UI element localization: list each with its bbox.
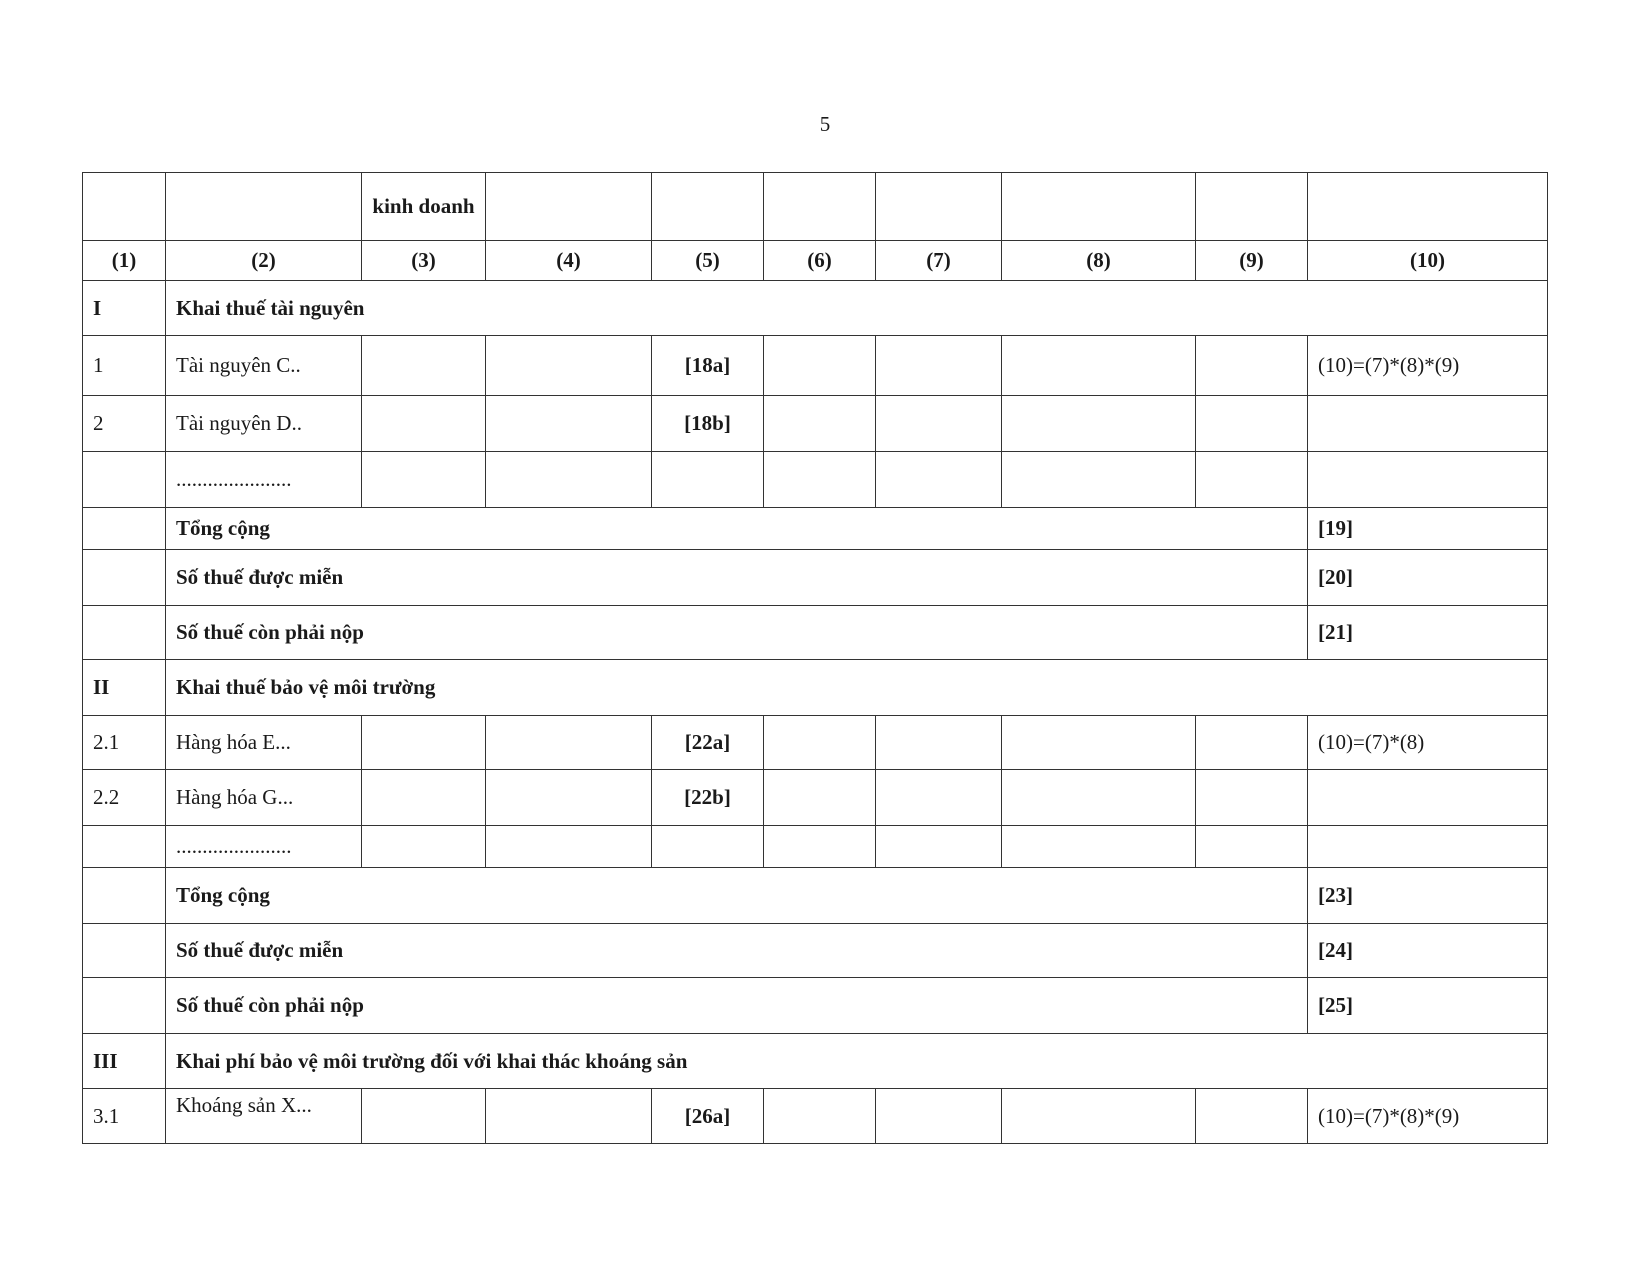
total-label: Tổng cộng xyxy=(166,508,1308,550)
exempt-tax-row xyxy=(83,924,1548,978)
payable-tax-code: [25] xyxy=(1308,978,1548,1034)
row-number: 1 xyxy=(83,336,166,396)
table-row xyxy=(83,396,1548,452)
section-heading-row xyxy=(83,1034,1548,1089)
header-continuation-row xyxy=(83,173,1548,241)
item-code: [18a] xyxy=(652,336,764,396)
formula: (10)=(7)*(8)*(9) xyxy=(1308,1089,1548,1144)
column-number-row xyxy=(83,241,1548,281)
total-code: [23] xyxy=(1308,868,1548,924)
table-row xyxy=(83,336,1548,396)
column-number: (1) xyxy=(83,241,166,281)
section-title: Khai thuế tài nguyên xyxy=(166,281,1548,336)
column-number: (6) xyxy=(764,241,876,281)
table-row xyxy=(83,770,1548,826)
item-name: Khoáng sản X... xyxy=(166,1089,362,1144)
total-code: [19] xyxy=(1308,508,1548,550)
row-number: 3.1 xyxy=(83,1089,166,1144)
column-number: (2) xyxy=(166,241,362,281)
column-number: (10) xyxy=(1308,241,1548,281)
table-row xyxy=(83,452,1548,508)
item-name: Tài nguyên D.. xyxy=(166,396,362,452)
item-name: Hàng hóa G... xyxy=(166,770,362,826)
section-title: Khai phí bảo vệ môi trường đối với khai thác khoáng sản xyxy=(166,1034,1548,1089)
item-name: Tài nguyên C.. xyxy=(166,336,362,396)
column-number: (9) xyxy=(1196,241,1308,281)
row-number: 2.2 xyxy=(83,770,166,826)
item-code: [26a] xyxy=(652,1089,764,1144)
tax-declaration-table xyxy=(82,172,1548,1144)
row-number: 2 xyxy=(83,396,166,452)
section-number: III xyxy=(83,1034,166,1089)
column-number: (5) xyxy=(652,241,764,281)
column-number: (7) xyxy=(876,241,1002,281)
exempt-tax-row xyxy=(83,550,1548,606)
header-col3-continued: kinh doanh xyxy=(362,173,486,241)
section-heading-row xyxy=(83,660,1548,716)
table-row xyxy=(83,826,1548,868)
section-heading-row xyxy=(83,281,1548,336)
row-number: 2.1 xyxy=(83,716,166,770)
item-code: [22b] xyxy=(652,770,764,826)
column-number: (8) xyxy=(1002,241,1196,281)
total-label: Tổng cộng xyxy=(166,868,1308,924)
page-number: 5 xyxy=(819,112,831,136)
item-name-placeholder: ...................... xyxy=(166,826,362,868)
total-row xyxy=(83,508,1548,550)
formula: (10)=(7)*(8)*(9) xyxy=(1308,336,1548,396)
payable-tax-label: Số thuế còn phải nộp xyxy=(166,606,1308,660)
payable-tax-code: [21] xyxy=(1308,606,1548,660)
column-number: (3) xyxy=(362,241,486,281)
section-title: Khai thuế bảo vệ môi trường xyxy=(166,660,1548,716)
exempt-tax-label: Số thuế được miễn xyxy=(166,924,1308,978)
exempt-tax-code: [24] xyxy=(1308,924,1548,978)
exempt-tax-code: [20] xyxy=(1308,550,1548,606)
payable-tax-label: Số thuế còn phải nộp xyxy=(166,978,1308,1034)
section-number: II xyxy=(83,660,166,716)
item-code: [22a] xyxy=(652,716,764,770)
item-code: [18b] xyxy=(652,396,764,452)
total-row xyxy=(83,868,1548,924)
formula: (10)=(7)*(8) xyxy=(1308,716,1548,770)
payable-tax-row xyxy=(83,978,1548,1034)
item-name-placeholder: ...................... xyxy=(166,452,362,508)
exempt-tax-label: Số thuế được miễn xyxy=(166,550,1308,606)
payable-tax-row xyxy=(83,606,1548,660)
column-number: (4) xyxy=(486,241,652,281)
item-name: Hàng hóa E... xyxy=(166,716,362,770)
table-row xyxy=(83,716,1548,770)
table-row xyxy=(83,1089,1548,1144)
section-number: I xyxy=(83,281,166,336)
